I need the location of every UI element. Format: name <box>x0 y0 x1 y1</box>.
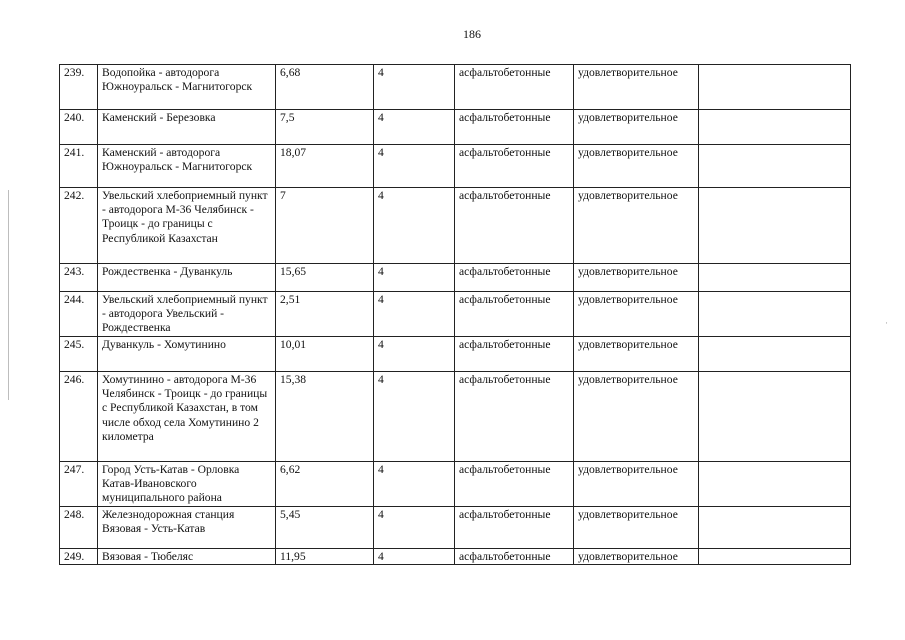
row-number: 244. <box>60 292 98 337</box>
road-note <box>699 337 851 372</box>
road-surface: асфальтобетонные <box>455 372 574 462</box>
road-condition: удовлетворительное <box>574 507 699 549</box>
road-category: 4 <box>374 65 455 110</box>
road-category: 4 <box>374 549 455 565</box>
table-row <box>60 145 851 188</box>
table-row <box>60 188 851 264</box>
road-category: 4 <box>374 372 455 462</box>
road-name: Увельский хлебоприемный пункт - автодорога М-36 Челябинск - Троицк - до границы с Республикой Казахстан <box>98 188 276 264</box>
road-category: 4 <box>374 337 455 372</box>
road-surface: асфальтобетонные <box>455 145 574 188</box>
road-category: 4 <box>374 188 455 264</box>
row-number: 243. <box>60 264 98 292</box>
road-name: Город Усть-Катав - Орловка Катав-Ивановского муниципального района <box>98 462 276 507</box>
road-length: 6,62 <box>276 462 374 507</box>
road-condition: удовлетворительное <box>574 110 699 145</box>
road-length: 15,65 <box>276 264 374 292</box>
road-length: 18,07 <box>276 145 374 188</box>
road-condition: удовлетворительное <box>574 264 699 292</box>
road-surface: асфальтобетонные <box>455 549 574 565</box>
scan-edge-mark <box>8 190 9 400</box>
road-category: 4 <box>374 292 455 337</box>
road-length: 5,45 <box>276 507 374 549</box>
road-condition: удовлетворительное <box>574 188 699 264</box>
road-length: 6,68 <box>276 65 374 110</box>
road-note <box>699 292 851 337</box>
row-number: 241. <box>60 145 98 188</box>
table-row <box>60 462 851 507</box>
road-name: Хомутинино - автодорога М-36 Челябинск - Троицк - до границы с Республикой Казахстан, в том числе обход села Хомутинино 2 километра <box>98 372 276 462</box>
table-row <box>60 65 851 110</box>
road-surface: асфальтобетонные <box>455 264 574 292</box>
road-note <box>699 507 851 549</box>
road-name: Каменский - автодорога Южноуральск - Магнитогорск <box>98 145 276 188</box>
scan-dot-mark: · <box>885 318 888 328</box>
road-name: Каменский - Березовка <box>98 110 276 145</box>
row-number: 239. <box>60 65 98 110</box>
road-note <box>699 110 851 145</box>
row-number: 247. <box>60 462 98 507</box>
road-surface: асфальтобетонные <box>455 507 574 549</box>
road-condition: удовлетворительное <box>574 462 699 507</box>
row-number: 240. <box>60 110 98 145</box>
table-row <box>60 110 851 145</box>
road-category: 4 <box>374 145 455 188</box>
road-category: 4 <box>374 462 455 507</box>
road-name: Водопойка - автодорога Южноуральск - Магнитогорск <box>98 65 276 110</box>
road-name: Увельский хлебоприемный пункт - автодорога Увельский - Рождественка <box>98 292 276 337</box>
road-name: Дуванкуль - Хомутинино <box>98 337 276 372</box>
road-category: 4 <box>374 110 455 145</box>
road-condition: удовлетворительное <box>574 292 699 337</box>
road-length: 10,01 <box>276 337 374 372</box>
row-number: 246. <box>60 372 98 462</box>
road-note <box>699 264 851 292</box>
road-name: Рождественка - Дуванкуль <box>98 264 276 292</box>
page-number-text: 186 <box>463 27 481 41</box>
row-number: 249. <box>60 549 98 565</box>
road-name: Вязовая - Тюбеляс <box>98 549 276 565</box>
road-surface: асфальтобетонные <box>455 188 574 264</box>
table-row <box>60 292 851 337</box>
road-note <box>699 65 851 110</box>
road-surface: асфальтобетонные <box>455 292 574 337</box>
road-length: 11,95 <box>276 549 374 565</box>
road-condition: удовлетворительное <box>574 337 699 372</box>
row-number: 242. <box>60 188 98 264</box>
road-note <box>699 188 851 264</box>
road-note <box>699 549 851 565</box>
road-surface: асфальтобетонные <box>455 462 574 507</box>
road-note <box>699 462 851 507</box>
row-number: 245. <box>60 337 98 372</box>
road-length: 15,38 <box>276 372 374 462</box>
road-surface: асфальтобетонные <box>455 337 574 372</box>
road-note <box>699 145 851 188</box>
road-category: 4 <box>374 507 455 549</box>
table-row <box>60 507 851 549</box>
road-note <box>699 372 851 462</box>
road-surface: асфальтобетонные <box>455 65 574 110</box>
road-category: 4 <box>374 264 455 292</box>
road-condition: удовлетворительное <box>574 65 699 110</box>
road-condition: удовлетворительное <box>574 145 699 188</box>
road-length: 7,5 <box>276 110 374 145</box>
table-row <box>60 549 851 565</box>
table-row <box>60 372 851 462</box>
table-row <box>60 264 851 292</box>
road-condition: удовлетворительное <box>574 372 699 462</box>
road-condition: удовлетворительное <box>574 549 699 565</box>
row-number: 248. <box>60 507 98 549</box>
roads-table <box>59 64 851 565</box>
road-length: 7 <box>276 188 374 264</box>
road-surface: асфальтобетонные <box>455 110 574 145</box>
table-row <box>60 337 851 372</box>
road-name: Железнодорожная станция Вязовая - Усть-Катав <box>98 507 276 549</box>
road-length: 2,51 <box>276 292 374 337</box>
